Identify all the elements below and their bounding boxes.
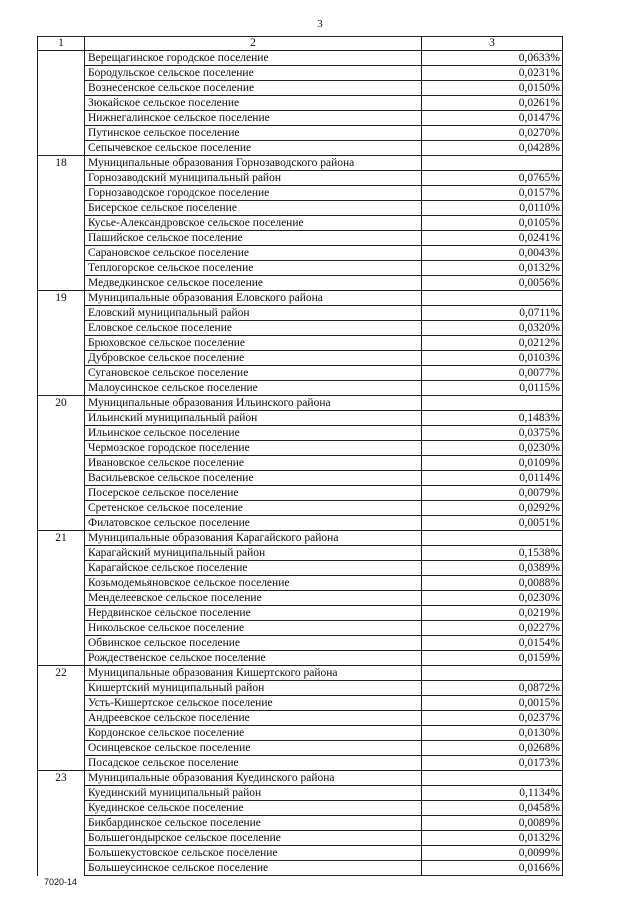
share-value: 0,0270%	[422, 126, 563, 141]
table-row	[38, 681, 563, 696]
municipality-name: Сретенское сельское поселение	[85, 501, 422, 516]
share-value: 0,1483%	[422, 411, 563, 426]
row-number	[38, 636, 85, 651]
municipality-name: Обвинское сельское поселение	[85, 636, 422, 651]
table-row	[38, 201, 563, 216]
group-header-row	[38, 531, 563, 546]
row-number	[38, 366, 85, 381]
table-row	[38, 261, 563, 276]
row-number	[38, 561, 85, 576]
group-header-row	[38, 156, 563, 171]
municipality-name: Куединское сельское поселение	[85, 801, 422, 816]
municipality-name: Горнозаводский муниципальный район	[85, 171, 422, 186]
row-number	[38, 411, 85, 426]
share-value: 0,0227%	[422, 621, 563, 636]
table-row	[38, 411, 563, 426]
row-number: 19	[38, 291, 85, 306]
row-number	[38, 486, 85, 501]
share-value: 0,0633%	[422, 51, 563, 66]
row-number	[38, 591, 85, 606]
table-row	[38, 486, 563, 501]
municipality-name: Куединский муниципальный район	[85, 786, 422, 801]
row-number	[38, 831, 85, 846]
municipality-name: Брюховское сельское поселение	[85, 336, 422, 351]
share-value: 0,0241%	[422, 231, 563, 246]
municipality-name: Никольское сельское поселение	[85, 621, 422, 636]
share-value	[422, 156, 563, 171]
share-value: 0,0079%	[422, 486, 563, 501]
share-value: 0,0230%	[422, 591, 563, 606]
share-value: 0,0173%	[422, 756, 563, 771]
table-row	[38, 141, 563, 156]
table-row	[38, 606, 563, 621]
allocation-table	[37, 36, 563, 876]
share-value: 0,1538%	[422, 546, 563, 561]
municipality-name: Вознесенское сельское поселение	[85, 81, 422, 96]
row-number	[38, 426, 85, 441]
municipality-name: Васильевское сельское поселение	[85, 471, 422, 486]
municipality-name: Филатовское сельское поселение	[85, 516, 422, 531]
table-row	[38, 786, 563, 801]
table-row	[38, 801, 563, 816]
municipality-name: Козьмодемьяновское сельское поселение	[85, 576, 422, 591]
row-number	[38, 801, 85, 816]
share-value: 0,0109%	[422, 456, 563, 471]
municipality-name: Сугановское сельское поселение	[85, 366, 422, 381]
share-value: 0,0130%	[422, 726, 563, 741]
table-row	[38, 81, 563, 96]
group-title: Муниципальные образования Карагайского района	[85, 531, 422, 546]
municipality-name: Путинское сельское поселение	[85, 126, 422, 141]
table-row	[38, 636, 563, 651]
municipality-name: Посерское сельское поселение	[85, 486, 422, 501]
share-value: 0,0711%	[422, 306, 563, 321]
share-value: 0,0132%	[422, 261, 563, 276]
table-row	[38, 471, 563, 486]
share-value: 0,0261%	[422, 96, 563, 111]
municipality-name: Посадское сельское поселение	[85, 756, 422, 771]
row-number: 23	[38, 771, 85, 786]
municipality-name: Карагайский муниципальный район	[85, 546, 422, 561]
share-value: 0,0872%	[422, 681, 563, 696]
group-title: Муниципальные образования Еловского района	[85, 291, 422, 306]
row-number	[38, 231, 85, 246]
municipality-name: Рождественское сельское поселение	[85, 651, 422, 666]
municipality-name: Сарановское сельское поселение	[85, 246, 422, 261]
row-number	[38, 456, 85, 471]
share-value: 0,0212%	[422, 336, 563, 351]
table-row	[38, 66, 563, 81]
share-value: 0,1134%	[422, 786, 563, 801]
share-value: 0,0219%	[422, 606, 563, 621]
municipality-name: Верещагинское городское поселение	[85, 51, 422, 66]
municipality-name: Большегондырское сельское поселение	[85, 831, 422, 846]
share-value: 0,0159%	[422, 651, 563, 666]
share-value	[422, 771, 563, 786]
table-row	[38, 816, 563, 831]
share-value: 0,0268%	[422, 741, 563, 756]
share-value: 0,0105%	[422, 216, 563, 231]
municipality-name: Нижнегалинское сельское поселение	[85, 111, 422, 126]
table-row	[38, 726, 563, 741]
table-row	[38, 381, 563, 396]
share-value: 0,0114%	[422, 471, 563, 486]
table-row	[38, 276, 563, 291]
row-number	[38, 381, 85, 396]
municipality-name: Зюкайское сельское поселение	[85, 96, 422, 111]
document-code: 7020-14	[44, 877, 78, 887]
row-number	[38, 786, 85, 801]
row-number	[38, 861, 85, 876]
table-row	[38, 171, 563, 186]
row-number	[38, 81, 85, 96]
table-row	[38, 621, 563, 636]
table-row	[38, 351, 563, 366]
municipality-name: Еловский муниципальный район	[85, 306, 422, 321]
share-value: 0,0043%	[422, 246, 563, 261]
table-row	[38, 516, 563, 531]
row-number	[38, 141, 85, 156]
table-row	[38, 111, 563, 126]
share-value: 0,0089%	[422, 816, 563, 831]
row-number	[38, 216, 85, 231]
row-number	[38, 606, 85, 621]
row-number	[38, 261, 85, 276]
row-number	[38, 51, 85, 66]
table-row	[38, 216, 563, 231]
table-row	[38, 336, 563, 351]
row-number: 21	[38, 531, 85, 546]
municipality-name: Карагайское сельское поселение	[85, 561, 422, 576]
municipality-name: Кордонское сельское поселение	[85, 726, 422, 741]
row-number	[38, 711, 85, 726]
row-number	[38, 846, 85, 861]
share-value: 0,0458%	[422, 801, 563, 816]
table-row	[38, 591, 563, 606]
municipality-name: Медведкинское сельское поселение	[85, 276, 422, 291]
share-value: 0,0077%	[422, 366, 563, 381]
table-row	[38, 846, 563, 861]
municipality-name: Бородульское сельское поселение	[85, 66, 422, 81]
share-value: 0,0056%	[422, 276, 563, 291]
table-row	[38, 321, 563, 336]
municipality-name: Бисерское сельское поселение	[85, 201, 422, 216]
share-value: 0,0132%	[422, 831, 563, 846]
municipality-name: Менделеевское сельское поселение	[85, 591, 422, 606]
row-number	[38, 96, 85, 111]
row-number	[38, 696, 85, 711]
group-title: Муниципальные образования Ильинского района	[85, 396, 422, 411]
row-number	[38, 516, 85, 531]
municipality-name: Ильинский муниципальный район	[85, 411, 422, 426]
row-number	[38, 546, 85, 561]
row-number	[38, 321, 85, 336]
share-value: 0,0088%	[422, 576, 563, 591]
share-value: 0,0230%	[422, 441, 563, 456]
table-row	[38, 561, 563, 576]
table-row	[38, 696, 563, 711]
table-row	[38, 426, 563, 441]
share-value: 0,0154%	[422, 636, 563, 651]
row-number	[38, 471, 85, 486]
municipality-name: Дубровское сельское поселение	[85, 351, 422, 366]
share-value: 0,0015%	[422, 696, 563, 711]
page-number: 3	[317, 18, 323, 30]
share-value: 0,0320%	[422, 321, 563, 336]
share-value: 0,0237%	[422, 711, 563, 726]
municipality-name: Еловское сельское поселение	[85, 321, 422, 336]
share-value	[422, 396, 563, 411]
group-header-row	[38, 771, 563, 786]
header-col-3: 3	[422, 37, 563, 51]
row-number	[38, 276, 85, 291]
municipality-name: Малоусинское сельское поселение	[85, 381, 422, 396]
municipality-name: Большекустовское сельское поселение	[85, 846, 422, 861]
table-row	[38, 711, 563, 726]
group-title: Муниципальные образования Кишертского района	[85, 666, 422, 681]
share-value: 0,0375%	[422, 426, 563, 441]
share-value: 0,0765%	[422, 171, 563, 186]
row-number	[38, 306, 85, 321]
table-row	[38, 861, 563, 876]
share-value: 0,0292%	[422, 501, 563, 516]
row-number	[38, 126, 85, 141]
table-header-row	[38, 37, 563, 51]
table-row	[38, 756, 563, 771]
share-value: 0,0110%	[422, 201, 563, 216]
share-value: 0,0115%	[422, 381, 563, 396]
row-number	[38, 111, 85, 126]
row-number	[38, 246, 85, 261]
municipality-name: Пашийское сельское поселение	[85, 231, 422, 246]
row-number	[38, 756, 85, 771]
group-title: Муниципальные образования Горнозаводского района	[85, 156, 422, 171]
table-row	[38, 231, 563, 246]
share-value	[422, 291, 563, 306]
table-row	[38, 546, 563, 561]
table-row	[38, 441, 563, 456]
row-number	[38, 576, 85, 591]
share-value: 0,0099%	[422, 846, 563, 861]
row-number	[38, 726, 85, 741]
group-title: Муниципальные образования Куединского района	[85, 771, 422, 786]
share-value: 0,0103%	[422, 351, 563, 366]
table-row	[38, 96, 563, 111]
municipality-name: Усть-Кишертское сельское поселение	[85, 696, 422, 711]
municipality-name: Андреевское сельское поселение	[85, 711, 422, 726]
table-row	[38, 576, 563, 591]
row-number	[38, 651, 85, 666]
share-value: 0,0428%	[422, 141, 563, 156]
table-row	[38, 186, 563, 201]
table-row	[38, 51, 563, 66]
table-row	[38, 126, 563, 141]
row-number: 20	[38, 396, 85, 411]
group-header-row	[38, 396, 563, 411]
share-value: 0,0157%	[422, 186, 563, 201]
municipality-name: Кишертский муниципальный район	[85, 681, 422, 696]
row-number	[38, 201, 85, 216]
row-number	[38, 66, 85, 81]
header-col-2: 2	[85, 37, 422, 51]
share-value	[422, 531, 563, 546]
share-value: 0,0389%	[422, 561, 563, 576]
municipality-name: Чермозское городское поселение	[85, 441, 422, 456]
table-row	[38, 501, 563, 516]
municipality-name: Нердвинское сельское поселение	[85, 606, 422, 621]
row-number	[38, 681, 85, 696]
municipality-name: Кусье-Александровское сельское поселение	[85, 216, 422, 231]
row-number	[38, 741, 85, 756]
row-number: 22	[38, 666, 85, 681]
share-value	[422, 666, 563, 681]
table-row	[38, 651, 563, 666]
table-row	[38, 306, 563, 321]
table-row	[38, 366, 563, 381]
row-number	[38, 816, 85, 831]
row-number	[38, 171, 85, 186]
table-row	[38, 741, 563, 756]
municipality-name: Ивановское сельское поселение	[85, 456, 422, 471]
group-header-row	[38, 291, 563, 306]
municipality-name: Осинцевское сельское поселение	[85, 741, 422, 756]
table-row	[38, 246, 563, 261]
municipality-name: Большеусинское сельское поселение	[85, 861, 422, 876]
share-value: 0,0147%	[422, 111, 563, 126]
share-value: 0,0231%	[422, 66, 563, 81]
table-body	[38, 37, 563, 876]
row-number	[38, 351, 85, 366]
row-number	[38, 336, 85, 351]
share-value: 0,0150%	[422, 81, 563, 96]
municipality-name: Сепычевское сельское поселение	[85, 141, 422, 156]
share-value: 0,0166%	[422, 861, 563, 876]
table-row	[38, 456, 563, 471]
municipality-name: Горнозаводское городское поселение	[85, 186, 422, 201]
row-number: 18	[38, 156, 85, 171]
row-number	[38, 186, 85, 201]
municipality-name: Теплогорское сельское поселение	[85, 261, 422, 276]
municipality-name: Ильинское сельское поселение	[85, 426, 422, 441]
share-value: 0,0051%	[422, 516, 563, 531]
table-row	[38, 831, 563, 846]
row-number	[38, 621, 85, 636]
municipality-name: Бикбардинское сельское поселение	[85, 816, 422, 831]
row-number	[38, 441, 85, 456]
header-col-1: 1	[38, 37, 85, 51]
group-header-row	[38, 666, 563, 681]
row-number	[38, 501, 85, 516]
